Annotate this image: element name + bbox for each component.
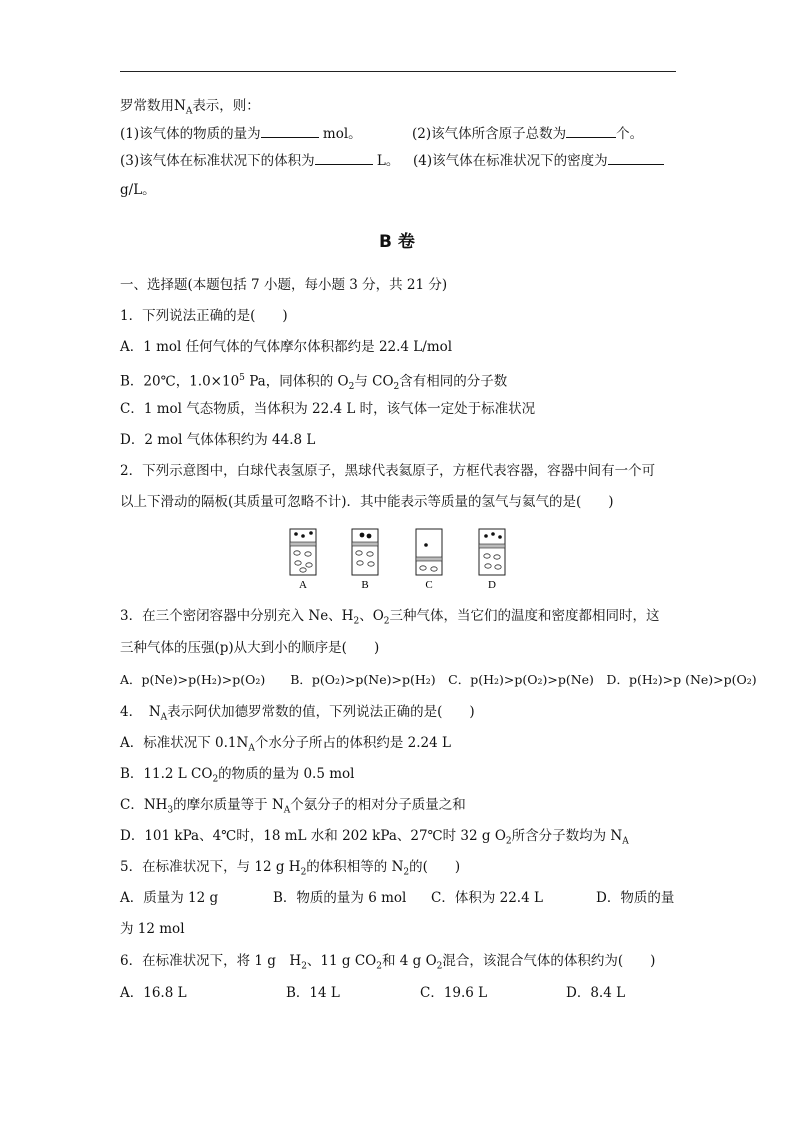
q5-option-d-cont: 为 12 mol: [120, 921, 185, 937]
q1-option-d: D．2 mol 气体体积约为 44.8 L: [120, 432, 316, 448]
q4-option-a: A．标准状况下 $0.1N_A$个水分子所占的体积约是 2.24 L: [120, 735, 451, 754]
container-d: [479, 529, 505, 575]
answer-blank-3[interactable]: [315, 151, 373, 165]
intro-line: 罗常数用$N_A$表示，则：: [120, 98, 260, 117]
q5-stem: 5．在标准状况下，与 12 g $H_2$的体积相等的 $N_2$的( ): [120, 859, 461, 878]
q5-option-b: B．物质的量为 6 mol: [273, 890, 407, 906]
q6-option-c: C．19.6 L: [420, 985, 488, 1001]
q6-option-d: D．8.4 L: [566, 985, 626, 1001]
q3-stem-line1: 3．在三个密闭容器中分别充入 Ne、$H_2$、$O_2$三种气体，当它们的温度和密度都相同时，这: [120, 608, 660, 627]
q5-option-a: A．质量为 12 g: [120, 890, 219, 906]
q4-option-c: C．$NH_3$的摩尔质量等于 $N_A$个氨分子的相对分子质量之和: [120, 797, 466, 816]
q1-option-c: C．1 mol 气态物质，当体积为 22.4 L 时，该气体一定处于标准状况: [120, 401, 536, 417]
container-c: [416, 529, 442, 575]
q5-option-d: D．物质的量: [596, 890, 675, 906]
answer-blank-4[interactable]: [608, 151, 664, 165]
q1-option-a: A．1 mol 任何气体的气体摩尔体积都约是 22.4 L/mol: [120, 339, 453, 355]
answer-blank-1[interactable]: [261, 124, 319, 138]
fig-label-b: B: [361, 579, 369, 591]
section-title: B 卷: [379, 232, 415, 252]
q1-option-b: B．20℃，$1.0\times 10^5$ Pa，同体积的 $O_2$与 $CO_2$含有相同的分子数: [120, 373, 508, 393]
container-diagram: [286, 526, 516, 592]
fig-label-a: A: [299, 579, 307, 591]
container-b: [352, 529, 378, 575]
question-4-unit: g/L。: [120, 182, 156, 198]
q6-option-b: B．14 L: [286, 985, 340, 1001]
section-heading: 一、选择题(本题包括 7 小题，每小题 3 分，共 21 分): [120, 277, 448, 293]
q2-stem-line1: 2．下列示意图中，白球代表氢原子，黑球代表氦原子，方框代表容器，容器中间有一个可: [120, 463, 656, 479]
q4-stem: 4． $N_A$表示阿伏加德罗常数的值，下列说法正确的是( ): [120, 704, 475, 723]
q3-options: A．p(Ne)>p(H₂)>p(O₂) B．p(O₂)>p(Ne)>p(H₂) C．p(H₂)>p(O₂)>p(Ne) D．p(H₂)>p (Ne)>p(O₂): [120, 672, 757, 687]
fig-label-c: C: [425, 579, 433, 591]
q5-option-c: C．体积为 22.4 L: [431, 890, 543, 906]
header-rule: [120, 71, 676, 72]
q2-stem-line2: 以上下滑动的隔板(其质量可忽略不计)．其中能表示等质量的氢气与氦气的是( ): [120, 494, 614, 510]
answer-blank-2[interactable]: [566, 124, 616, 138]
q4-option-b: B．11.2 L $CO_2$的物质的量为 0.5 mol: [120, 766, 355, 785]
q6-stem: 6．在标准状况下，将 1 g $H_2$、11 g $CO_2$和 4 g $O_2$混合，该混合气体的体积约为( ): [120, 953, 656, 972]
q6-option-a: A．16.8 L: [120, 985, 187, 1001]
q3-stem-line2: 三种气体的压强(p)从大到小的顺序是( ): [120, 640, 380, 656]
fig-label-d: D: [488, 579, 496, 591]
container-a: [290, 529, 316, 575]
q1-stem: 1．下列说法正确的是( ): [120, 308, 288, 324]
q4-option-d: D．101 kPa、4℃时，18 mL 水和 202 kPa、27℃时 32 g $O_2$所含分子数均为 $N_A$: [120, 828, 629, 847]
